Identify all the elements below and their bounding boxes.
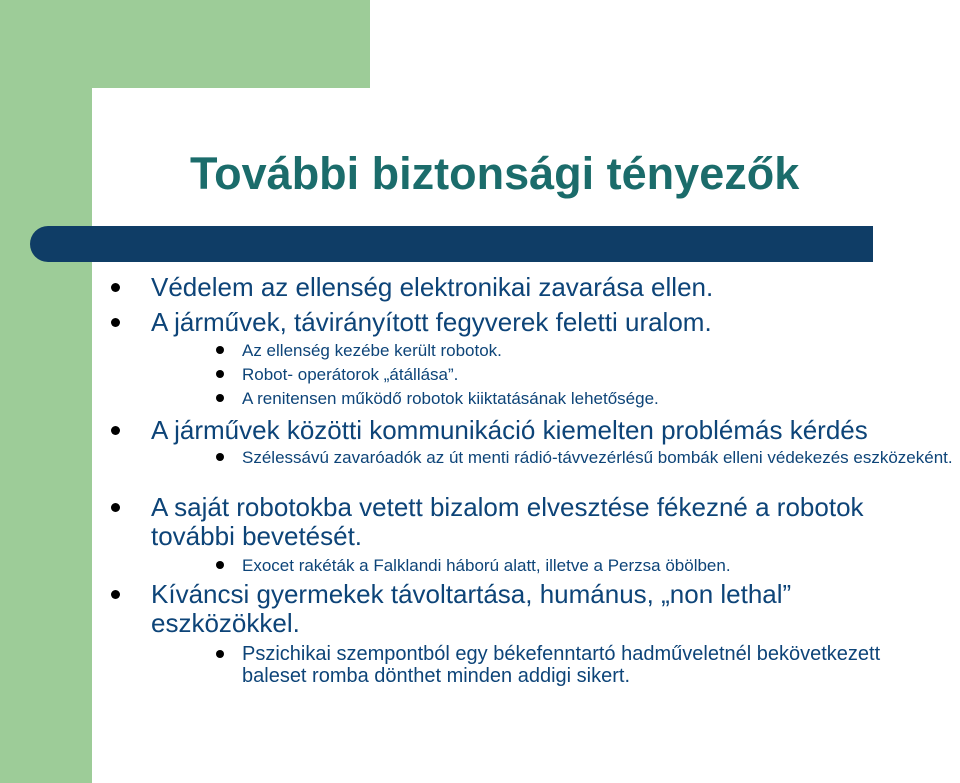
bullet-item: Kíváncsi gyermekek távoltartása, humánus, „non lethal” eszközökkel.	[151, 580, 891, 638]
bullet-item: A saját robotokba vetett bizalom elvesztése fékezné a robotok további bevetését.	[151, 493, 951, 551]
sub-bullet-item: Robot- operátorok „átállása”.	[242, 364, 942, 385]
sub-bullet-item: A renitensen működő robotok kiiktatásának lehetősége.	[242, 388, 942, 409]
bullet-item: Védelem az ellenség elektronikai zavarása ellen.	[151, 273, 911, 302]
sub-bullet-item: Az ellenség kezébe került robotok.	[242, 340, 942, 361]
sub-bullet-item: Exocet rakéták a Falklandi háború alatt, illetve a Perzsa öbölben.	[242, 555, 942, 576]
sub-bullet-item: Szélessávú zavaróadók az út menti rádió-távvezérlésű bombák elleni védekezés eszközeként.	[242, 447, 960, 468]
slide-title: További biztonsági tényezők	[190, 148, 800, 199]
bullet-item: A járművek közötti kommunikáció kiemelten problémás kérdés	[151, 416, 956, 445]
bullet-item: A járművek, távirányított fegyverek feletti uralom.	[151, 308, 911, 337]
sub-bullet-item: Pszichikai szempontból egy békefenntartó hadműveletnél bekövetkezett baleset romba dönthet minden addigi sikert.	[242, 643, 932, 687]
